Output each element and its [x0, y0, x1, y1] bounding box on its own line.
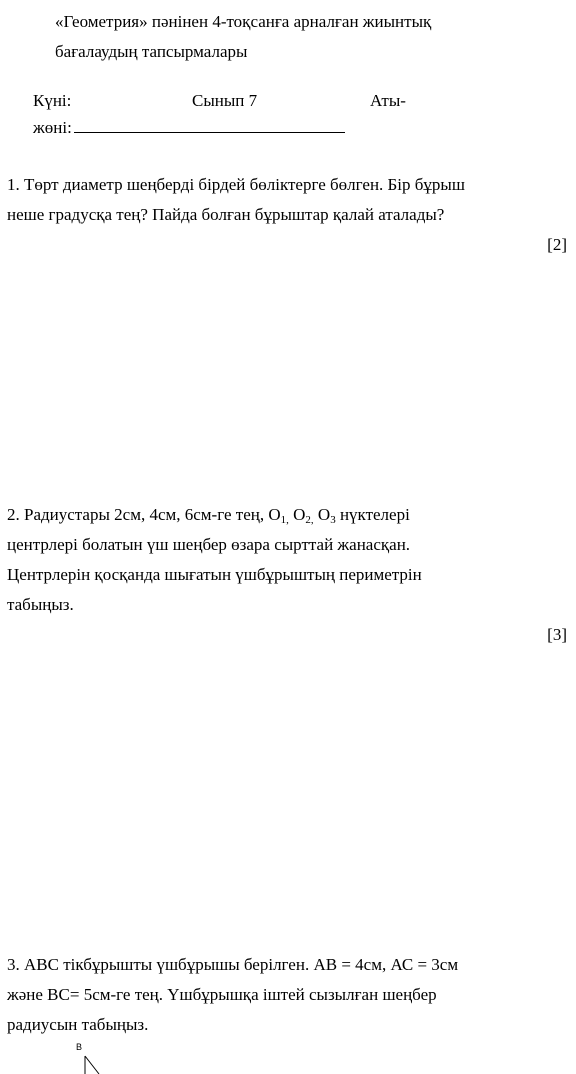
task-1-mark: [2]: [547, 235, 567, 254]
date-label: Күні:: [33, 91, 72, 110]
task-3-line-1: 3. АВС тікбұрышты үшбұрышы берілген. АВ = 4см, АС = 3см: [7, 955, 459, 974]
title-line-2: бағалаудың тапсырмалары: [55, 42, 248, 61]
task-2-line-4: табыңыз.: [7, 595, 74, 614]
task-3-line-3: радиусын табыңыз.: [7, 1015, 149, 1034]
task-1-line-1: 1. Төрт диаметр шеңберді бірдей бөліктерге бөлген. Бір бұрыш: [7, 175, 465, 194]
title-line-1: «Геометрия» пәнінен 4-тоқсанға арналған жиынтық: [55, 12, 432, 31]
task-2-line-1-suffix: нүктелері: [335, 505, 410, 524]
task-1-line-2: неше градусқа тең? Пайда болған бұрыштар қалай аталады?: [7, 205, 445, 224]
o3-subscript: 3: [330, 514, 336, 526]
o2-subscript: 2,: [305, 514, 314, 526]
task-2-line-2: центрлері болатын үш шеңбер өзара сырттай жанасқан.: [7, 535, 411, 554]
task-2-line-1-prefix: 2. Радиустары 2см, 4см, 6см-ге тең,: [7, 505, 269, 524]
o1-letter: O: [268, 505, 281, 524]
o2-letter: O: [293, 505, 306, 524]
triangle-vertex-b-label: B: [76, 1042, 83, 1052]
task-3-line-2: және ВС= 5см-ге тең. Үшбұрышқа іштей сызылған шеңбер: [7, 985, 437, 1004]
o3-letter: O: [317, 505, 331, 524]
class-label: Сынып 7: [192, 91, 258, 110]
task-2-line-3: Центрлерін қосқанда шығатын үшбұрыштың периметрін: [7, 565, 422, 584]
triangle-side-slanted: [85, 1056, 99, 1074]
task-2-mark: [3]: [547, 625, 567, 644]
name-label-part2: жөні:: [33, 118, 72, 137]
o1-subscript: 1,: [280, 514, 289, 526]
name-label-part1: Аты-: [370, 91, 406, 110]
